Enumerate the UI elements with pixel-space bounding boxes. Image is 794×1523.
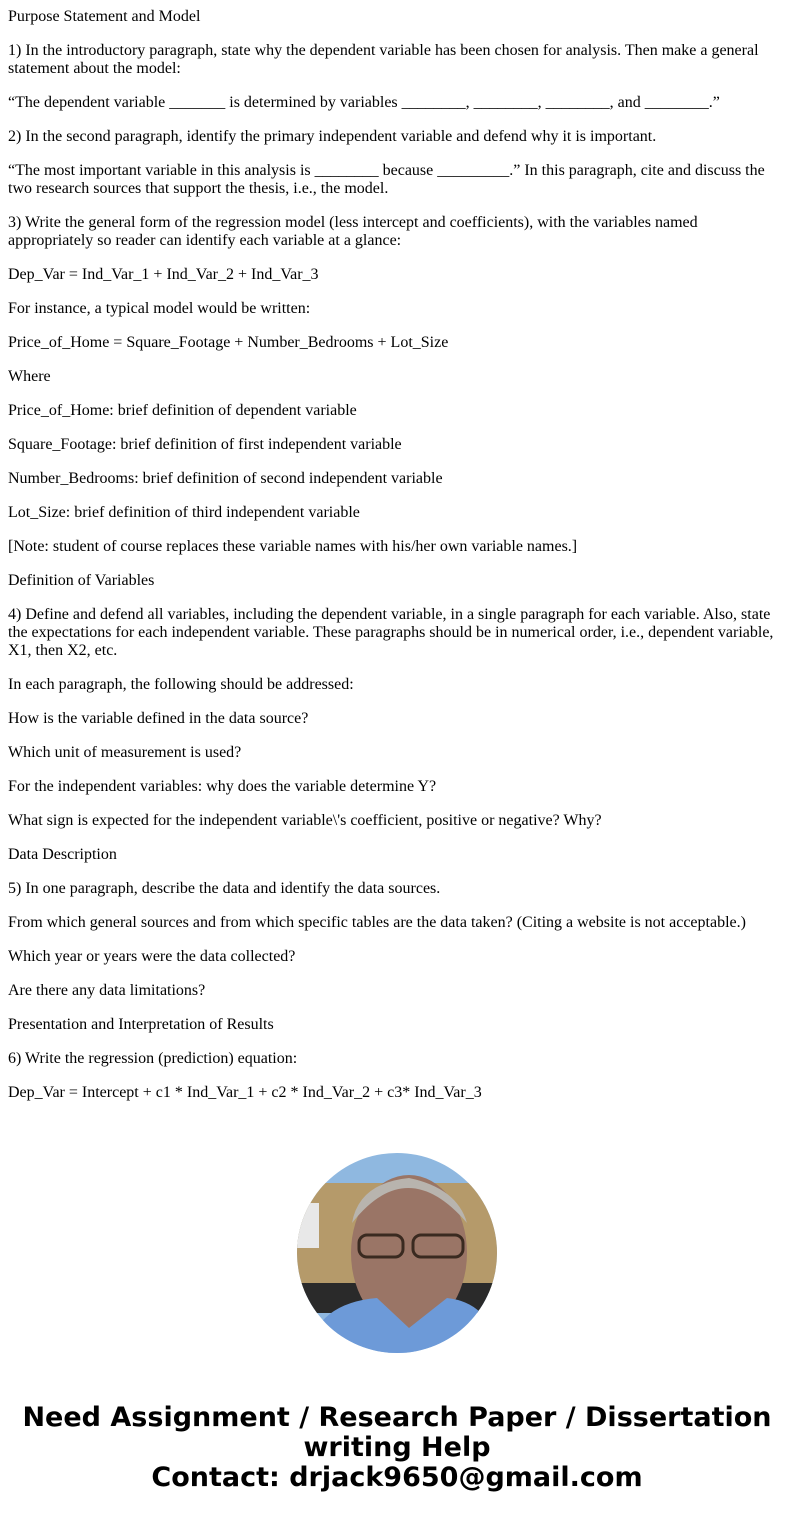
paragraph: Where [8,368,51,385]
paragraph: Data Description [8,846,117,863]
paragraph: Which unit of measurement is used? [8,744,242,761]
paragraph: 3) Write the general form of the regression model (less intercept and coefficients), with the variables named appropriately so reader can identify each variable at a glance: [8,214,698,249]
paragraph: How is the variable defined in the data source? [8,710,309,727]
paragraph: Which year or years were the data collected? [8,948,296,965]
paragraph: 1) In the introductory paragraph, state why the dependent variable has been chosen for analysis. Then make a general statement about the model: [8,42,759,77]
paragraph: Are there any data limitations? [8,982,206,999]
paragraph: “The most important variable in this analysis is ________ because _________.” In this paragraph, cite and discuss the two research sources that support the thesis, i.e., the model. [8,162,765,197]
paragraph: Lot_Size: brief definition of third independent variable [8,504,360,521]
promo-contact: Contact: drjack9650@gmail.com [151,1462,643,1493]
paragraph: For the independent variables: why does the variable determine Y? [8,778,437,795]
paragraph: 4) Define and defend all variables, including the dependent variable, in a single paragraph for each variable. Also, state the expectations for each independent variable. These paragraphs should be in numerical order, i.e., dependent variable, X1, then X2, etc. [8,606,774,659]
paragraph: 5) In one paragraph, describe the data and identify the data sources. [8,880,441,897]
paragraph: Square_Footage: brief definition of first independent variable [8,436,402,453]
promo-headline: Need Assignment / Research Paper / Dissertation writing Help [22,1402,772,1463]
paragraph: Dep_Var = Ind_Var_1 + Ind_Var_2 + Ind_Var_3 [8,266,319,283]
paragraph: What sign is expected for the independent variable\'s coefficient, positive or negative? Why? [8,812,602,829]
paragraph: Price_of_Home = Square_Footage + Number_Bedrooms + Lot_Size [8,334,449,351]
paragraph: Number_Bedrooms: brief definition of second independent variable [8,470,443,487]
promo-banner [0,1403,794,1493]
paragraph: 2) In the second paragraph, identify the primary independent variable and defend why it is important. [8,128,657,145]
paragraph: Definition of Variables [8,572,155,589]
paragraph: In each paragraph, the following should be addressed: [8,676,354,693]
paragraph: Dep_Var = Intercept + c1 * Ind_Var_1 + c2 * Ind_Var_2 + c3* Ind_Var_3 [8,1084,482,1101]
paragraph: Presentation and Interpretation of Results [8,1016,274,1033]
paragraph: Price_of_Home: brief definition of dependent variable [8,402,357,419]
paragraph: From which general sources and from which specific tables are the data taken? (Citing a website is not acceptable.) [8,914,746,931]
paragraph: For instance, a typical model would be written: [8,300,311,317]
paragraph: [Note: student of course replaces these variable names with his/her own variable names.] [8,538,578,555]
paragraph: 6) Write the regression (prediction) equation: [8,1050,298,1067]
paragraph: Purpose Statement and Model [8,8,201,25]
paragraph: “The dependent variable _______ is determined by variables ________, ________, ________, and ________.” [8,94,720,111]
document-body [8,8,786,1122]
author-photo [297,1153,497,1353]
